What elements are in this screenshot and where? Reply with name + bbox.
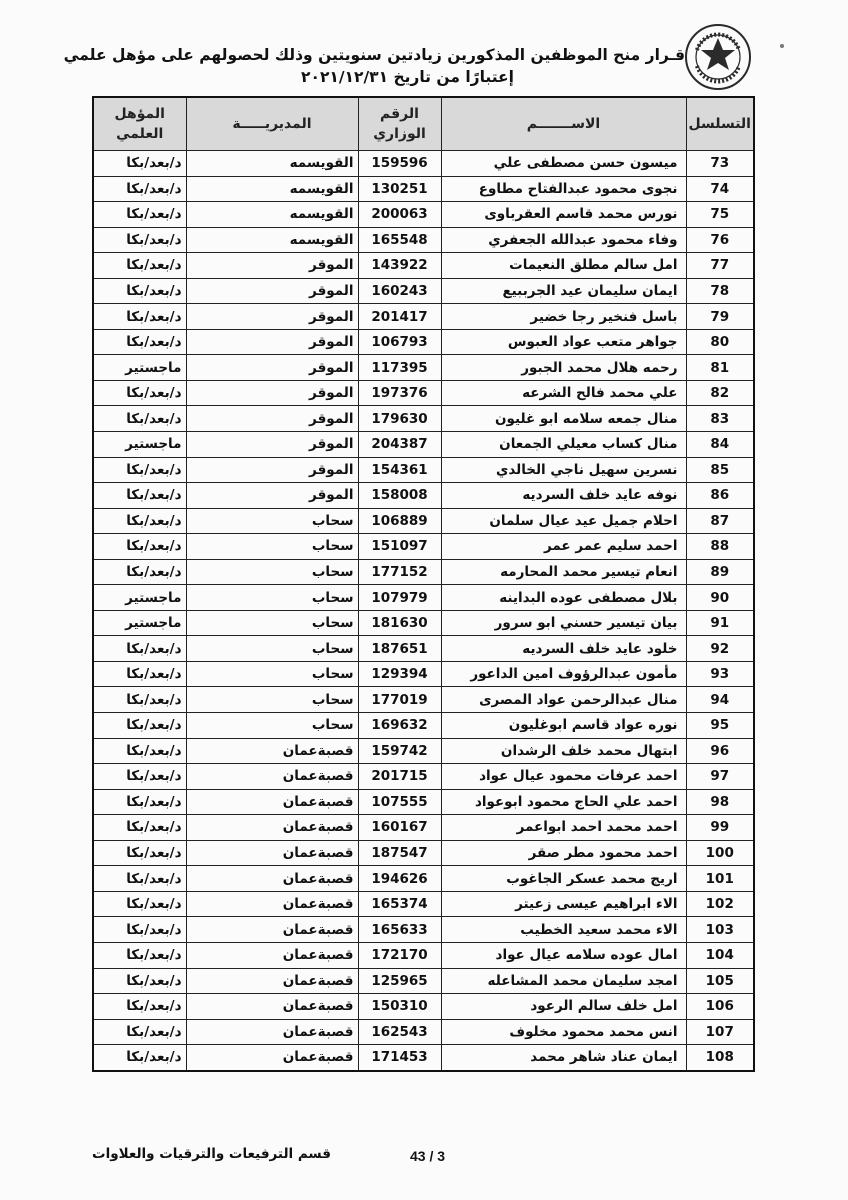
row-number: 172170 <box>358 942 441 968</box>
row-directorate: سحاب <box>186 508 358 534</box>
row-number: 160167 <box>358 815 441 841</box>
column-header-name: الاســـــــم <box>441 97 686 151</box>
row-name: احمد محمود مطر صقر <box>441 840 686 866</box>
row-seq: 78 <box>686 278 754 304</box>
row-name: منال عبدالرحمن عواد المصرى <box>441 687 686 713</box>
row-seq: 73 <box>686 151 754 177</box>
column-header-number <box>358 97 441 151</box>
row-name: نجوى محمود عبدالفتاح مطاوع <box>441 176 686 202</box>
row-directorate: القويسمه <box>186 227 358 253</box>
row-directorate: قصبةعمان <box>186 1019 358 1045</box>
table-row <box>93 534 754 560</box>
row-qualification: د/بعد/بكا <box>93 840 186 866</box>
row-seq: 90 <box>686 585 754 611</box>
row-seq: 76 <box>686 227 754 253</box>
row-seq: 96 <box>686 738 754 764</box>
column-header-seq: التسلسل <box>686 97 754 151</box>
table-row <box>93 483 754 509</box>
row-seq: 92 <box>686 636 754 662</box>
table-row <box>93 253 754 279</box>
row-directorate: الموقر <box>186 432 358 458</box>
row-directorate: قصبةعمان <box>186 738 358 764</box>
row-qualification: د/بعد/بكا <box>93 1019 186 1045</box>
row-number: 150310 <box>358 994 441 1020</box>
table-row <box>93 202 754 228</box>
row-directorate: سحاب <box>186 534 358 560</box>
row-name: احمد عرفات محمود عيال عواد <box>441 764 686 790</box>
row-name: منال جمعه سلامه ابو غليون <box>441 406 686 432</box>
row-qualification: د/بعد/بكا <box>93 687 186 713</box>
row-qualification: د/بعد/بكا <box>93 764 186 790</box>
row-qualification: د/بعد/بكا <box>93 942 186 968</box>
row-number: 117395 <box>358 355 441 381</box>
row-directorate: الموقر <box>186 329 358 355</box>
row-seq: 93 <box>686 661 754 687</box>
row-number: 106889 <box>358 508 441 534</box>
row-qualification: د/بعد/بكا <box>93 891 186 917</box>
row-number: 204387 <box>358 432 441 458</box>
row-number: 165633 <box>358 917 441 943</box>
row-directorate: قصبةعمان <box>186 866 358 892</box>
row-number: 201715 <box>358 764 441 790</box>
table-row <box>93 891 754 917</box>
row-seq: 82 <box>686 380 754 406</box>
table-row <box>93 457 754 483</box>
row-seq: 91 <box>686 610 754 636</box>
row-directorate: قصبةعمان <box>186 764 358 790</box>
decision-title: قـرار منح الموظفين المذكورين زيادتين سنويتين وذلك لحصولهم على مؤهل علمي <box>63 46 685 64</box>
row-seq: 89 <box>686 559 754 585</box>
row-directorate: الموقر <box>186 457 358 483</box>
table-row <box>93 789 754 815</box>
row-number: 187651 <box>358 636 441 662</box>
row-name: مأمون عبدالرؤوف امين الداعور <box>441 661 686 687</box>
row-seq: 100 <box>686 840 754 866</box>
page-number: 43 / 3 <box>410 1148 446 1164</box>
row-name: اريج محمد عسكر الجاغوب <box>441 866 686 892</box>
row-name: احلام جميل عيد عيال سلمان <box>441 508 686 534</box>
row-seq: 74 <box>686 176 754 202</box>
row-directorate: قصبةعمان <box>186 789 358 815</box>
row-number: 125965 <box>358 968 441 994</box>
row-qualification: د/بعد/بكا <box>93 151 186 177</box>
row-qualification: د/بعد/بكا <box>93 406 186 432</box>
row-name: الاء ابراهيم عيسى زعيتر <box>441 891 686 917</box>
row-seq: 84 <box>686 432 754 458</box>
row-directorate: الموقر <box>186 380 358 406</box>
row-seq: 98 <box>686 789 754 815</box>
row-seq: 105 <box>686 968 754 994</box>
row-name: احمد علي الحاج محمود ابوعواد <box>441 789 686 815</box>
table-row <box>93 304 754 330</box>
row-number: 154361 <box>358 457 441 483</box>
row-name: امل خلف سالم الرعود <box>441 994 686 1020</box>
ministry-seal-icon <box>683 22 753 92</box>
row-seq: 83 <box>686 406 754 432</box>
row-name: بيان تيسير حسني ابو سرور <box>441 610 686 636</box>
row-number: 169632 <box>358 713 441 739</box>
row-qualification: ماجستير <box>93 585 186 611</box>
row-directorate: سحاب <box>186 687 358 713</box>
row-seq: 102 <box>686 891 754 917</box>
row-qualification: د/بعد/بكا <box>93 815 186 841</box>
table-row <box>93 994 754 1020</box>
row-seq: 106 <box>686 994 754 1020</box>
table-body <box>93 151 754 1071</box>
table-row <box>93 355 754 381</box>
row-directorate: القويسمه <box>186 202 358 228</box>
row-qualification: د/بعد/بكا <box>93 304 186 330</box>
row-qualification: د/بعد/بكا <box>93 994 186 1020</box>
row-qualification: د/بعد/بكا <box>93 227 186 253</box>
row-seq: 87 <box>686 508 754 534</box>
row-seq: 86 <box>686 483 754 509</box>
table-row <box>93 406 754 432</box>
row-name: وفاء محمود عبدالله الجعفري <box>441 227 686 253</box>
row-number: 201417 <box>358 304 441 330</box>
row-qualification: د/بعد/بكا <box>93 202 186 228</box>
table-row <box>93 508 754 534</box>
row-name: ايمان سليمان عيد الجرببيع <box>441 278 686 304</box>
row-qualification: د/بعد/بكا <box>93 457 186 483</box>
row-qualification: ماجستير <box>93 355 186 381</box>
row-qualification: د/بعد/بكا <box>93 738 186 764</box>
row-number: 194626 <box>358 866 441 892</box>
row-directorate: الموقر <box>186 355 358 381</box>
row-directorate: قصبةعمان <box>186 815 358 841</box>
row-directorate: قصبةعمان <box>186 1045 358 1071</box>
row-number: 165374 <box>358 891 441 917</box>
row-qualification: د/بعد/بكا <box>93 380 186 406</box>
department-name: قسم الترفيعات والترقيات والعلاوات <box>92 1146 331 1162</box>
row-number: 197376 <box>358 380 441 406</box>
row-number: 151097 <box>358 534 441 560</box>
row-seq: 101 <box>686 866 754 892</box>
table-row <box>93 278 754 304</box>
table-row <box>93 380 754 406</box>
row-seq: 81 <box>686 355 754 381</box>
row-directorate: الموقر <box>186 278 358 304</box>
table-row <box>93 687 754 713</box>
row-number: 106793 <box>358 329 441 355</box>
column-header-qualification <box>93 97 186 151</box>
table-row <box>93 559 754 585</box>
table-header-row <box>93 97 754 151</box>
table-row <box>93 176 754 202</box>
row-name: نوره عواد قاسم ابوغليون <box>441 713 686 739</box>
row-seq: 77 <box>686 253 754 279</box>
row-name: انس محمد محمود مخلوف <box>441 1019 686 1045</box>
document-header <box>63 44 685 88</box>
row-qualification: د/بعد/بكا <box>93 713 186 739</box>
row-number: 129394 <box>358 661 441 687</box>
table-row <box>93 764 754 790</box>
row-qualification: د/بعد/بكا <box>93 278 186 304</box>
table-row <box>93 432 754 458</box>
row-name: احمد محمد احمد ابواعمر <box>441 815 686 841</box>
column-header-directorate: المديريـــــة <box>186 97 358 151</box>
table-row <box>93 942 754 968</box>
row-seq: 108 <box>686 1045 754 1071</box>
row-seq: 94 <box>686 687 754 713</box>
row-name: ميسون حسن مصطفى علي <box>441 151 686 177</box>
row-number: 159742 <box>358 738 441 764</box>
row-directorate: القويسمه <box>186 151 358 177</box>
row-directorate: سحاب <box>186 610 358 636</box>
row-directorate: قصبةعمان <box>186 942 358 968</box>
row-seq: 103 <box>686 917 754 943</box>
row-name: انعام تيسير محمد المحارمه <box>441 559 686 585</box>
row-qualification: د/بعد/بكا <box>93 329 186 355</box>
row-qualification: د/بعد/بكا <box>93 968 186 994</box>
row-directorate: الموقر <box>186 253 358 279</box>
row-seq: 75 <box>686 202 754 228</box>
row-directorate: قصبةعمان <box>186 994 358 1020</box>
row-qualification: د/بعد/بكا <box>93 508 186 534</box>
table-row <box>93 1045 754 1071</box>
row-directorate: قصبةعمان <box>186 840 358 866</box>
table-row <box>93 585 754 611</box>
row-number: 107555 <box>358 789 441 815</box>
row-qualification: د/بعد/بكا <box>93 917 186 943</box>
row-name: ايمان عناد شاهر محمد <box>441 1045 686 1071</box>
row-number: 158008 <box>358 483 441 509</box>
table-row <box>93 713 754 739</box>
row-name: نوفه عايد خلف السرديه <box>441 483 686 509</box>
table-row <box>93 866 754 892</box>
table-row <box>93 1019 754 1045</box>
row-qualification: د/بعد/بكا <box>93 559 186 585</box>
row-seq: 97 <box>686 764 754 790</box>
row-name: نسرين سهيل ناجي الخالدي <box>441 457 686 483</box>
row-number: 107979 <box>358 585 441 611</box>
row-directorate: قصبةعمان <box>186 968 358 994</box>
row-directorate: قصبةعمان <box>186 891 358 917</box>
row-number: 130251 <box>358 176 441 202</box>
row-name: جواهر متعب عواد العبوس <box>441 329 686 355</box>
row-directorate: قصبةعمان <box>186 917 358 943</box>
row-number: 200063 <box>358 202 441 228</box>
table-row <box>93 329 754 355</box>
row-directorate: سحاب <box>186 661 358 687</box>
table-row <box>93 636 754 662</box>
row-seq: 85 <box>686 457 754 483</box>
row-number: 162543 <box>358 1019 441 1045</box>
row-qualification: د/بعد/بكا <box>93 866 186 892</box>
row-qualification: د/بعد/بكا <box>93 661 186 687</box>
row-qualification: ماجستير <box>93 610 186 636</box>
row-qualification: د/بعد/بكا <box>93 483 186 509</box>
row-name: امل سالم مطلق النعيمات <box>441 253 686 279</box>
row-qualification: د/بعد/بكا <box>93 176 186 202</box>
row-directorate: الموقر <box>186 483 358 509</box>
row-number: 165548 <box>358 227 441 253</box>
row-number: 171453 <box>358 1045 441 1071</box>
row-seq: 80 <box>686 329 754 355</box>
row-name: بلال مصطفى عوده البداينه <box>441 585 686 611</box>
row-directorate: القويسمه <box>186 176 358 202</box>
table-row <box>93 968 754 994</box>
table-row <box>93 610 754 636</box>
row-seq: 95 <box>686 713 754 739</box>
row-directorate: سحاب <box>186 559 358 585</box>
row-number: 160243 <box>358 278 441 304</box>
table-row <box>93 227 754 253</box>
row-seq: 88 <box>686 534 754 560</box>
column-header-number-label: الرقم الوزاري <box>373 106 426 142</box>
row-name: ابتهال محمد خلف الرشدان <box>441 738 686 764</box>
row-name: علي محمد فالح الشرعه <box>441 380 686 406</box>
row-name: باسل فنخير رجا خضير <box>441 304 686 330</box>
row-directorate: سحاب <box>186 585 358 611</box>
row-qualification: د/بعد/بكا <box>93 253 186 279</box>
row-qualification: د/بعد/بكا <box>93 1045 186 1071</box>
row-name: الاء محمد سعيد الخطيب <box>441 917 686 943</box>
effective-date: إعتبارًا من تاريخ ٢٠٢١/١٢/٣١ <box>301 68 514 86</box>
row-number: 179630 <box>358 406 441 432</box>
column-header-qualification-label: المؤهل العلمي <box>114 106 165 142</box>
table-row <box>93 151 754 177</box>
row-directorate: الموقر <box>186 304 358 330</box>
row-number: 187547 <box>358 840 441 866</box>
row-name: احمد سليم عمر عمر <box>441 534 686 560</box>
row-seq: 107 <box>686 1019 754 1045</box>
row-number: 177019 <box>358 687 441 713</box>
row-name: امجد سليمان محمد المشاعله <box>441 968 686 994</box>
row-number: 159596 <box>358 151 441 177</box>
row-qualification: د/بعد/بكا <box>93 534 186 560</box>
row-number: 143922 <box>358 253 441 279</box>
row-qualification: ماجستير <box>93 432 186 458</box>
table-row <box>93 815 754 841</box>
row-seq: 99 <box>686 815 754 841</box>
row-number: 181630 <box>358 610 441 636</box>
row-qualification: د/بعد/بكا <box>93 789 186 815</box>
scan-dot <box>780 44 784 48</box>
row-name: امال عوده سلامه عيال عواد <box>441 942 686 968</box>
employees-table <box>92 96 755 1072</box>
table-row <box>93 917 754 943</box>
table-row <box>93 738 754 764</box>
row-name: نورس محمد قاسم العقرباوى <box>441 202 686 228</box>
row-directorate: سحاب <box>186 636 358 662</box>
row-number: 177152 <box>358 559 441 585</box>
row-name: رحمه هلال محمد الجبور <box>441 355 686 381</box>
row-directorate: سحاب <box>186 713 358 739</box>
row-directorate: الموقر <box>186 406 358 432</box>
row-seq: 79 <box>686 304 754 330</box>
row-name: منال كساب معيلي الجمعان <box>441 432 686 458</box>
row-qualification: د/بعد/بكا <box>93 636 186 662</box>
row-name: خلود عايد خلف السرديه <box>441 636 686 662</box>
table-row <box>93 840 754 866</box>
row-seq: 104 <box>686 942 754 968</box>
table-row <box>93 661 754 687</box>
